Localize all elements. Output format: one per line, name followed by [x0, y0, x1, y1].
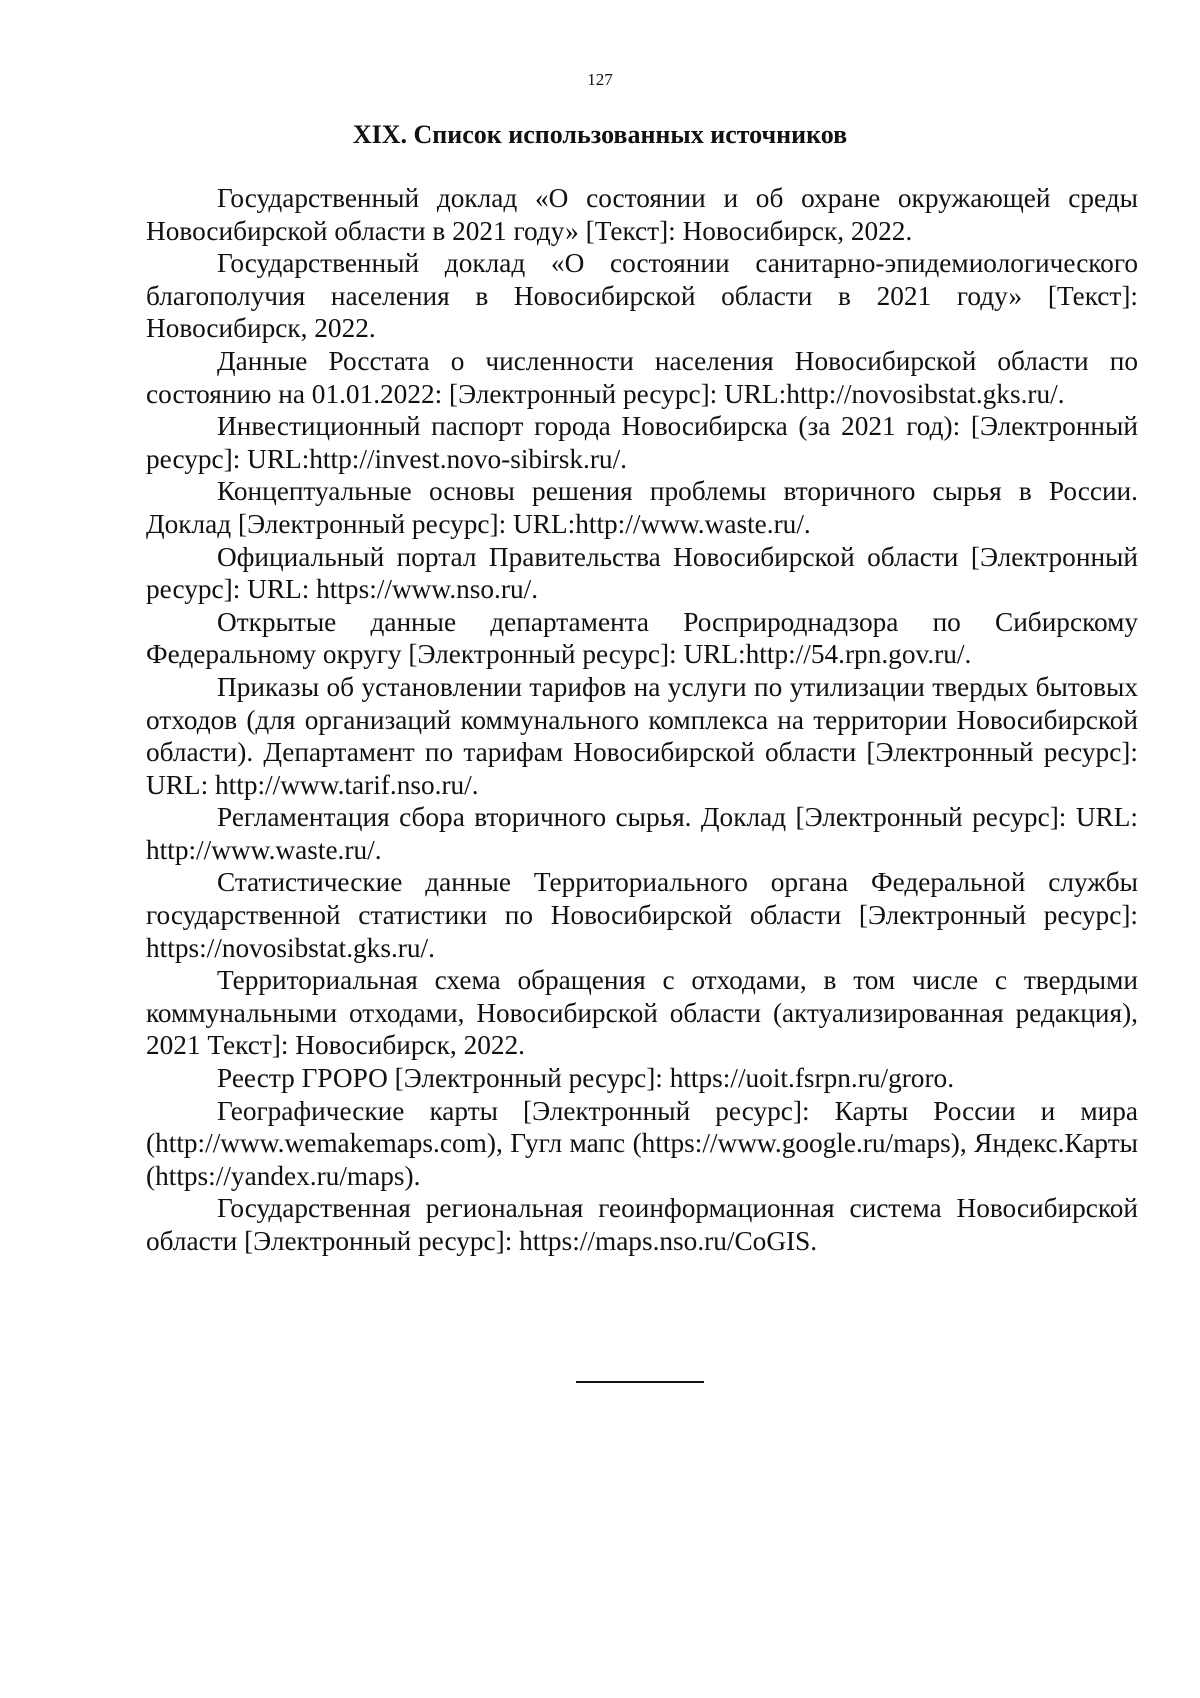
reference-item: Инвестиционный паспорт города Новосибирска (за 2021 год): [Электронный ресурс]: URL:http://invest.novo-sibirsk.ru/.: [146, 411, 1138, 474]
reference-item: Географические карты [Электронный ресурс]: Карты России и мира (http://www.wemakemaps.com), Гугл мапс (https://www.google.ru/maps), Яндекс.Карты (https://yandex.ru/maps).: [146, 1095, 1138, 1191]
reference-item: Государственная региональная геоинформационная система Новосибирской области [Электронный ресурс]: https://maps.nso.ru/CoGIS.: [146, 1193, 1138, 1256]
reference-item: Концептуальные основы решения проблемы вторичного сырья в России. Доклад [Электронный ресурс]: URL:http://www.waste.ru/.: [146, 476, 1138, 539]
reference-item: Статистические данные Территориального органа Федеральной службы государственной статистики по Новосибирской области [Электронный ресурс]: https://novosibstat.gks.ru/.: [146, 867, 1138, 963]
reference-item: Территориальная схема обращения с отходами, в том числе с твердыми коммунальными отходами, Новосибирской области (актуализированная редакция), 2021 Текст]: Новосибирск, 2022.: [146, 965, 1138, 1061]
reference-item: Реестр ГРОРО [Электронный ресурс]: https://uoit.fsrpn.ru/groro.: [217, 1063, 955, 1094]
reference-item: Государственный доклад «О состоянии санитарно-эпидемиологического благополучия населения в Новосибирской области в 2021 году» [Текст]: Новосибирск, 2022.: [146, 248, 1138, 344]
reference-item: Открытые данные департамента Росприроднадзора по Сибирскому Федеральному округу [Электронный ресурс]: URL:http://54.rpn.gov.ru/.: [146, 606, 1138, 670]
reference-item: Регламентация сбора вторичного сырья. Доклад [Электронный ресурс]: URL: http://www.waste.ru/.: [146, 802, 1138, 865]
reference-item: Приказы об установлении тарифов на услуги по утилизации твердых бытовых отходов (для организаций коммунального комплекса на территории Новосибирской области). Департамент по тарифам Новосибирской области [Электронный ресурс]: URL: http://www.tarif.nso.ru/.: [146, 671, 1138, 800]
reference-item: Официальный портал Правительства Новосибирской области [Электронный ресурс]: URL: https://www.nso.ru/.: [146, 541, 1138, 605]
reference-item: Государственный доклад «О состоянии и об охране окружающей среды Новосибирской области в 2021 году» [Текст]: Новосибирск, 2022.: [146, 183, 1138, 246]
end-rule: [576, 1381, 704, 1383]
page-number: 127: [587, 70, 613, 89]
section-title: XIX. Список использованных источников: [352, 120, 848, 149]
reference-list: [146, 182, 1138, 1258]
reference-item: Данные Росстата о численности населения Новосибирской области по состоянию на 01.01.2022: [Электронный ресурс]: URL:http://novosibstat.gks.ru/.: [146, 345, 1138, 409]
